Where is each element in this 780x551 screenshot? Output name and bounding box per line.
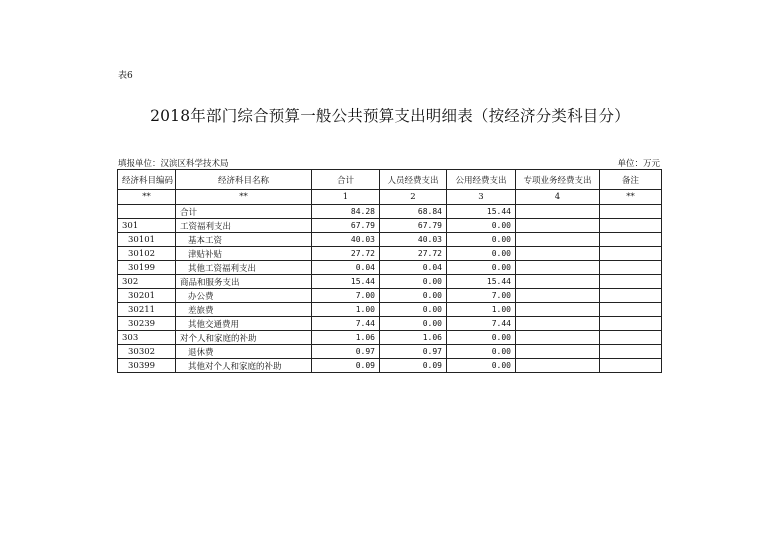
index-cell: ** [118, 190, 176, 205]
header-cell: 专项业务经费支出 [516, 170, 600, 190]
table-row [118, 275, 662, 289]
special-cell [516, 359, 600, 373]
currency-unit: 单位：万元 [617, 159, 660, 169]
personnel-cell: 0.00 [380, 317, 447, 331]
total-cell: 7.00 [312, 289, 380, 303]
header-cell: 经济科目编码 [118, 170, 176, 190]
note-cell [600, 275, 662, 289]
public-cell: 15.44 [447, 205, 516, 219]
special-cell [516, 289, 600, 303]
index-cell: ** [176, 190, 312, 205]
note-cell [600, 289, 662, 303]
code-cell [118, 205, 176, 219]
name-cell: 对个人和家庭的补助 [176, 331, 312, 345]
personnel-cell: 0.04 [380, 261, 447, 275]
total-cell: 27.72 [312, 247, 380, 261]
index-cell: 1 [312, 190, 380, 205]
personnel-cell: 68.84 [380, 205, 447, 219]
note-cell [600, 303, 662, 317]
name-cell: 基本工资 [176, 233, 312, 247]
personnel-cell: 0.00 [380, 303, 447, 317]
index-cell: 3 [447, 190, 516, 205]
special-cell [516, 233, 600, 247]
code-cell: 30399 [118, 359, 176, 373]
page-title: 2018年部门综合预算一般公共预算支出明细表（按经济分类科目分） [150, 107, 630, 125]
note-cell [600, 331, 662, 345]
index-row [118, 190, 662, 205]
table-row [118, 317, 662, 331]
table-row [118, 247, 662, 261]
personnel-cell: 0.09 [380, 359, 447, 373]
personnel-cell: 67.79 [380, 219, 447, 233]
table-number: 表6 [118, 71, 133, 81]
name-cell: 工资福利支出 [176, 219, 312, 233]
name-cell: 退休费 [176, 345, 312, 359]
note-cell [600, 219, 662, 233]
name-cell: 办公费 [176, 289, 312, 303]
header-cell: 合计 [312, 170, 380, 190]
personnel-cell: 40.03 [380, 233, 447, 247]
index-cell: 4 [516, 190, 600, 205]
code-cell: 301 [118, 219, 176, 233]
total-cell: 0.09 [312, 359, 380, 373]
table-row [118, 359, 662, 373]
total-cell: 67.79 [312, 219, 380, 233]
public-cell: 15.44 [447, 275, 516, 289]
public-cell: 0.00 [447, 345, 516, 359]
special-cell [516, 331, 600, 345]
total-cell: 0.97 [312, 345, 380, 359]
table-row [118, 303, 662, 317]
special-cell [516, 205, 600, 219]
index-cell: ** [600, 190, 662, 205]
total-cell: 0.04 [312, 261, 380, 275]
table-row [118, 289, 662, 303]
name-cell: 商品和服务支出 [176, 275, 312, 289]
public-cell: 0.00 [447, 219, 516, 233]
public-cell: 7.44 [447, 317, 516, 331]
public-cell: 0.00 [447, 331, 516, 345]
budget-table [117, 169, 662, 373]
public-cell: 0.00 [447, 261, 516, 275]
total-cell: 15.44 [312, 275, 380, 289]
special-cell [516, 219, 600, 233]
table-row [118, 233, 662, 247]
special-cell [516, 261, 600, 275]
name-cell: 津贴补贴 [176, 247, 312, 261]
personnel-cell: 0.00 [380, 289, 447, 303]
public-cell: 1.00 [447, 303, 516, 317]
total-cell: 7.44 [312, 317, 380, 331]
reporting-unit: 填报单位：汉滨区科学技术局 [118, 159, 229, 169]
total-cell: 1.06 [312, 331, 380, 345]
note-cell [600, 359, 662, 373]
code-cell: 30102 [118, 247, 176, 261]
public-cell: 0.00 [447, 247, 516, 261]
total-cell: 40.03 [312, 233, 380, 247]
special-cell [516, 345, 600, 359]
total-cell: 1.00 [312, 303, 380, 317]
note-cell [600, 247, 662, 261]
code-cell: 30201 [118, 289, 176, 303]
table-row [118, 331, 662, 345]
note-cell [600, 345, 662, 359]
special-cell [516, 247, 600, 261]
code-cell: 30211 [118, 303, 176, 317]
header-row [118, 170, 662, 190]
personnel-cell: 27.72 [380, 247, 447, 261]
special-cell [516, 317, 600, 331]
name-cell: 其他对个人和家庭的补助 [176, 359, 312, 373]
public-cell: 0.00 [447, 359, 516, 373]
index-cell: 2 [380, 190, 447, 205]
code-cell: 30302 [118, 345, 176, 359]
name-cell: 差旅费 [176, 303, 312, 317]
table-row [118, 261, 662, 275]
header-cell: 备注 [600, 170, 662, 190]
header-cell: 公用经费支出 [447, 170, 516, 190]
public-cell: 7.00 [447, 289, 516, 303]
code-cell: 30101 [118, 233, 176, 247]
header-cell: 经济科目名称 [176, 170, 312, 190]
note-cell [600, 233, 662, 247]
table-row [118, 345, 662, 359]
special-cell [516, 303, 600, 317]
table-row [118, 219, 662, 233]
personnel-cell: 0.00 [380, 275, 447, 289]
personnel-cell: 0.97 [380, 345, 447, 359]
total-cell: 84.28 [312, 205, 380, 219]
code-cell: 303 [118, 331, 176, 345]
name-cell: 其他工资福利支出 [176, 261, 312, 275]
header-cell: 人员经费支出 [380, 170, 447, 190]
special-cell [516, 275, 600, 289]
name-cell: 其他交通费用 [176, 317, 312, 331]
public-cell: 0.00 [447, 233, 516, 247]
note-cell [600, 205, 662, 219]
name-cell: 合计 [176, 205, 312, 219]
code-cell: 30239 [118, 317, 176, 331]
code-cell: 30199 [118, 261, 176, 275]
code-cell: 302 [118, 275, 176, 289]
note-cell [600, 317, 662, 331]
table-row [118, 205, 662, 219]
personnel-cell: 1.06 [380, 331, 447, 345]
note-cell [600, 261, 662, 275]
